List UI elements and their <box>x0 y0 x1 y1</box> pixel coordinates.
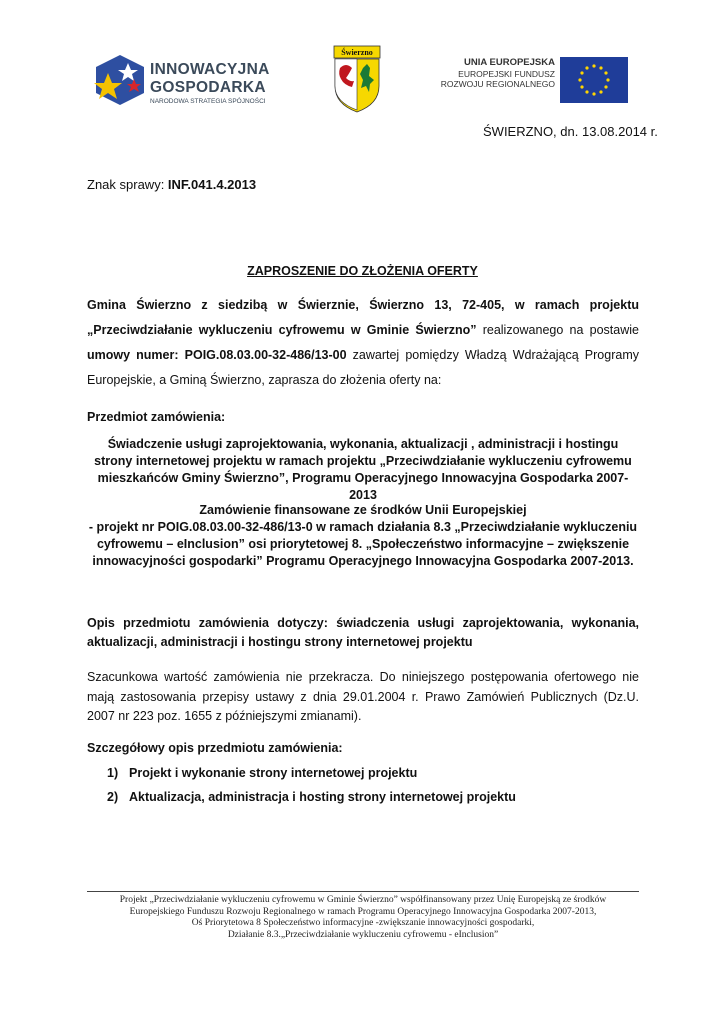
footer-line-2: Europejskiego Funduszu Rozwoju Regionalnego w ramach Programu Operacyjnego Innowacyjna Gospodarka 2007-2013, <box>129 906 597 917</box>
intro-text-1: realizowanego na postawie <box>476 323 639 337</box>
logo-line-3: NARODOWA STRATEGIA SPÓJNOŚCI <box>150 98 266 105</box>
list-item <box>107 790 516 814</box>
estimated-value-paragraph: Szacunkowa wartość zamówienia nie przekracza. Do niniejszego postępowania ofertowego nie mają zastosowania przepisy ustawy z dnia 29.01.2004 r. Prawo Zamówień Publicznych (Dz.U. 2007 nr 223 poz. 1655 z późniejszymi zmianami). <box>87 670 639 723</box>
intro-bold-1: Gmina Świerzno z siedzibą w Świerznie, Świerzno 13, 72-405, w ramach projektu „Przeciwdziałanie wykluczeniu cyfrowemu w Gminie Świerzno” <box>87 298 639 337</box>
detail-heading: Szczegółowy opis przedmiotu zamówienia: <box>87 741 343 755</box>
footer-line-3: Oś Priorytetowa 8 Społeczeństwo informacyjne -zwiększanie innowacyjności gospodarki, <box>191 918 535 928</box>
intro-bold-2: umowy numer: POIG.08.03.00-32-486/13-00 <box>87 348 347 362</box>
detail-list <box>107 766 516 814</box>
funding-block <box>87 502 639 570</box>
star-emblem-icon <box>94 53 146 107</box>
list-item-text: Aktualizacja, administracja i hosting strony internetowej projektu <box>129 790 516 804</box>
footer-line-1: Projekt „Przeciwdziałanie wykluczeniu cyfrowemu w Gminie Świerzno” współfinansowany przez Unię Europejską ze środków <box>119 895 607 905</box>
eu-logo-line-2: EUROPEJSKI FUNDUSZ <box>458 68 555 79</box>
order-description: Opis przedmiotu zamówienia dotyczy: świadczenia usługi zaprojektowania, wykonania, aktualizacji, administracji i hostingu strony internetowej projektu <box>87 616 639 649</box>
logo-line-2: GOSPODARKA <box>150 79 266 96</box>
innowacyjna-gospodarka-logo <box>94 49 284 111</box>
document-date: ŚWIERZNO, dn. 13.08.2014 r. <box>483 124 658 139</box>
swierzno-crest-icon <box>332 44 382 114</box>
list-item-number: 1) <box>107 766 119 780</box>
list-item <box>107 766 516 790</box>
intro-paragraph <box>87 293 639 393</box>
footer-line-4: Działanie 8.3.„Przeciwdziałanie wykluczeniu cyfrowemu - eInclusion” <box>227 929 499 940</box>
document-title: ZAPROSZENIE DO ZŁOŻENIA OFERTY <box>247 264 478 278</box>
footer-divider <box>87 891 639 892</box>
case-reference-label: Znak sprawy: <box>87 177 168 192</box>
funding-line-1: Zamówienie finansowane ze środków Unii Europejskiej <box>199 503 527 517</box>
list-item-number: 2) <box>107 790 119 804</box>
eu-logo-text <box>437 58 555 90</box>
crest-label: Świerzno <box>341 48 373 57</box>
subject-heading: Przedmiot zamówienia: <box>87 410 226 424</box>
case-reference-value: INF.041.4.2013 <box>167 177 257 192</box>
footer <box>87 895 639 941</box>
case-reference <box>87 177 256 192</box>
eu-flag-icon <box>560 57 628 103</box>
eu-logo-line-1: UNIA EUROPEJSKA <box>464 57 555 68</box>
list-item-text: Projekt i wykonanie strony internetowej projektu <box>129 766 418 780</box>
subject-text: Świadczenie usługi zaprojektowania, wykonania, aktualizacji , administracji i hostingu strony internetowej projektu w ramach projektu „Przeciwdziałanie wykluczeniu cyfrowemu mieszkańców Gminy Świerzno”, Programu Operacyjnego Innowacyjna Gospodarka 2007-2013 <box>94 437 632 502</box>
funding-line-2: - projekt nr POIG.08.03.00-32-486/13-0 w ramach działania 8.3 „Przeciwdziałanie wykluczeniu cyfrowemu – eInclusion” osi priorytetowej 8. „Społeczeństwo informacyjne – zwiększenie innowacyjności gospodarki” Programu Operacyjnego Innowacyjna Gospodarka 2007-2013. <box>88 520 638 568</box>
logo-line-1: INNOWACYJNA <box>150 61 270 78</box>
eu-logo-line-3: ROZWOJU REGIONALNEGO <box>440 79 555 89</box>
intro-text-2: zawartej pomiędzy Władzą Wdrażającą Programy Europejskie, a Gminą Świerzno, zaprasza do złożenia oferty na: <box>87 348 639 387</box>
